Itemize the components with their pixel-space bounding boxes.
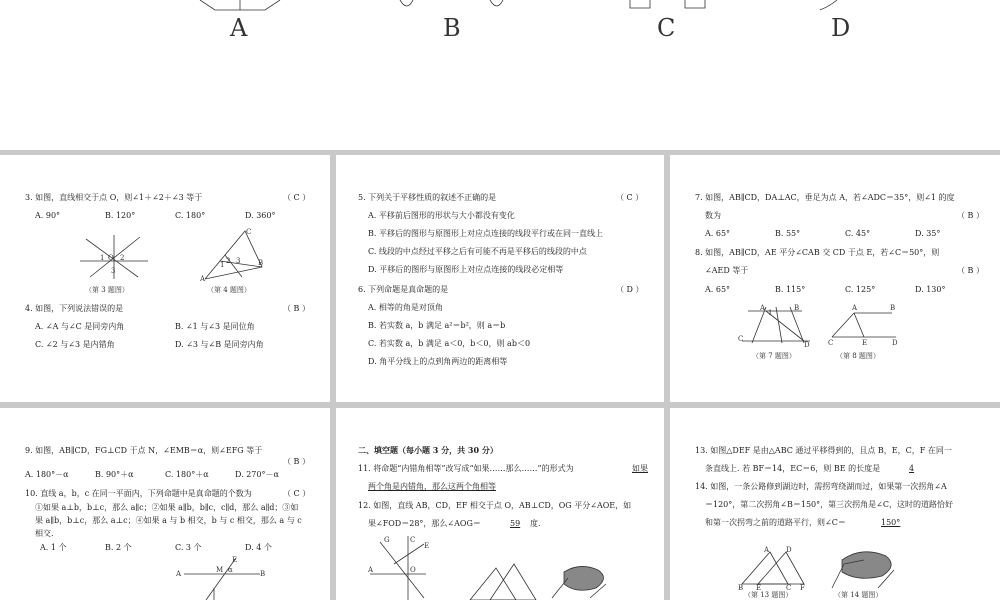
svg-text:1: 1	[220, 261, 225, 269]
q4-option-d: D. ∠3 与∠B 是同旁内角	[175, 340, 264, 349]
svg-text:B: B	[890, 304, 896, 312]
panel-q5-q6	[336, 155, 664, 402]
svg-text:A: A	[176, 570, 182, 578]
q9-option-a: A. 180°－α	[25, 470, 69, 479]
svg-text:B: B	[738, 584, 744, 592]
svg-text:M: M	[216, 566, 224, 574]
section-heading-fill-in: 二、填空题（每小题 3 分，共 30 分）	[358, 445, 498, 455]
caption-q13: （第 13 题图）	[744, 591, 793, 599]
question-10-line-4: 相交.	[35, 529, 54, 538]
q6-option-a: A. 相等的角是对顶角	[368, 303, 443, 312]
question-4: 4. 如图，下列说法错误的是	[25, 304, 124, 313]
answer-11-part-2: 两个角是内错角，那么这两个角相等	[368, 482, 496, 491]
svg-text:D: D	[892, 339, 898, 347]
question-7-line-1: 7. 如图，AB∥CD，DA⊥AC，垂足为点 A，若∠ADC＝35°，则∠1 的度	[695, 193, 955, 202]
figure-q9	[176, 554, 266, 600]
question-10-line-3: 果 a∥b，b⊥c，那么 a⊥c；④如果 a 与 b 相交，b 与 c 相交，那么 a 与 c	[35, 516, 302, 525]
svg-text:1: 1	[100, 254, 105, 262]
svg-text:B: B	[794, 304, 800, 312]
answer-4: （ B ）	[283, 304, 310, 313]
answer-3: （ C ）	[283, 193, 311, 202]
svg-text:C: C	[738, 335, 744, 343]
option-label-a: A	[230, 14, 248, 42]
question-12-line-1: 12. 如图，直线 AB，CD，EF 相交于点 O，AB⊥CD，OG 平分∠AOE，如	[358, 501, 632, 510]
svg-text:D: D	[804, 341, 810, 349]
answer-14: 150°	[881, 518, 901, 527]
q4-option-a: A. ∠A 与∠C 是同旁内角	[35, 322, 125, 331]
figure-q13-partial	[466, 558, 546, 600]
q8-option-b: B. 115°	[775, 285, 806, 294]
q7-option-d: D. 35°	[915, 229, 941, 238]
figure-option-d	[815, 0, 885, 12]
q9-option-d: D. 270°－α	[235, 470, 279, 479]
figure-q14	[828, 544, 904, 590]
question-6: 6. 下列命题是真命题的是	[358, 285, 449, 294]
svg-text:A: A	[764, 546, 770, 554]
svg-text:A: A	[368, 566, 374, 574]
caption-q3: （第 3 题图）	[85, 286, 129, 294]
svg-text:C: C	[828, 339, 834, 347]
answer-9: （ B ）	[283, 457, 310, 466]
figure-q7	[738, 303, 814, 347]
q5-option-d: D. 平移后的图形与原图形上对应点连接的线段必定相等	[368, 265, 564, 274]
option-label-c: C	[657, 14, 676, 42]
q3-option-a: A. 90°	[35, 211, 61, 220]
svg-text:2: 2	[120, 254, 125, 262]
q3-option-c: C. 180°	[175, 211, 206, 220]
q5-option-c: C. 线段的中点经过平移之后有可能不再是平移后的线段的中点	[368, 247, 587, 256]
question-12-line-2: 果∠FOD＝28°，那么∠AOG＝	[368, 519, 481, 528]
question-10-line-1: 10. 直线 a，b，c 在同一平面内，下列命题中是真命题的个数为	[25, 489, 252, 498]
q10-option-d: D. 4 个	[245, 543, 272, 552]
svg-text:2: 2	[226, 257, 231, 265]
q7-option-a: A. 65°	[705, 229, 731, 238]
q6-option-d: D. 角平分线上的点到角两边的距离相等	[368, 357, 508, 366]
svg-text:B: B	[260, 570, 266, 578]
svg-text:A: A	[200, 275, 206, 283]
svg-text:E: E	[756, 584, 762, 592]
option-label-b: B	[443, 14, 461, 42]
question-8-line-1: 8. 如图，AB∥CD，AE 平分∠CAB 交 CD 于点 E，若∠C＝50°，则	[695, 248, 940, 257]
q10-option-c: C. 3 个	[175, 543, 202, 552]
answer-7: （ B ）	[957, 211, 984, 220]
answer-13: 4	[909, 464, 915, 473]
panel-q13-q14	[670, 408, 1000, 600]
svg-text:A: A	[852, 304, 858, 312]
q3-option-d: D. 360°	[245, 211, 276, 220]
svg-text:C: C	[410, 536, 416, 544]
q8-option-a: A. 65°	[705, 285, 731, 294]
question-10-line-2: ①如果 a⊥b，b⊥c，那么 a∥c；②如果 a∥b，b∥c，c∥d，那么 a∥d；③如	[35, 503, 299, 512]
svg-text:O: O	[410, 566, 416, 574]
figure-q12	[366, 534, 428, 600]
q8-option-c: C. 125°	[845, 285, 876, 294]
svg-text:1: 1	[768, 309, 773, 317]
question-9: 9. 如图，AB∥CD，FG⊥CD 于点 N，∠EMB＝α，则∠EFG 等于	[25, 446, 263, 455]
q6-option-b: B. 若实数 a，b 满足 a²＝b²，则 a＝b	[368, 321, 506, 330]
answer-10: （ C ）	[283, 489, 311, 498]
svg-text:D: D	[786, 546, 792, 554]
svg-text:O: O	[108, 254, 114, 262]
question-12-unit: 度.	[530, 519, 541, 528]
question-14-line-3: 和第一次拐弯之前的道路平行，则∠C＝	[705, 518, 846, 527]
svg-text:E: E	[424, 542, 430, 550]
answer-8: （ B ）	[957, 266, 984, 275]
svg-text:G: G	[384, 536, 390, 544]
q5-option-a: A. 平移前后图形的形状与大小都没有变化	[368, 211, 515, 220]
question-3: 3. 如图，直线相交于点 O，则∠1＋∠2＋∠3 等于	[25, 193, 203, 202]
panel-q3-q4	[0, 155, 330, 402]
svg-text:E: E	[232, 556, 238, 564]
caption-q4: （第 4 题图）	[207, 286, 251, 294]
answer-6: （ D ）	[616, 285, 644, 294]
figure-q8	[828, 303, 904, 347]
question-7-line-2: 数为	[705, 211, 721, 220]
svg-text:A: A	[760, 304, 766, 312]
figure-q4	[200, 227, 275, 283]
figure-q3	[78, 233, 150, 281]
panel-q7-q8	[670, 155, 1000, 402]
svg-text:E: E	[862, 339, 868, 347]
q10-option-b: B. 2 个	[105, 543, 132, 552]
caption-q8: （第 8 题图）	[836, 352, 880, 360]
panel-q11-q12	[336, 408, 664, 600]
question-5: 5. 下列关于平移性质的叙述不正确的是	[358, 193, 497, 202]
figure-option-b	[395, 0, 515, 12]
q7-option-b: B. 55°	[775, 229, 801, 238]
question-13-line-2: 条直线上. 若 BF＝14，EC＝6，则 BE 的长度是	[705, 464, 881, 473]
figure-option-a	[195, 0, 285, 12]
svg-text:C: C	[246, 228, 252, 236]
figure-option-c	[625, 0, 715, 12]
answer-11-part-1: 如果	[632, 464, 648, 473]
panel-q9-q10	[0, 408, 330, 600]
svg-text:B: B	[258, 259, 264, 267]
question-14-line-1: 14. 如图，一条公路修到湖边时，需拐弯绕湖而过，如果第一次拐角∠A	[695, 482, 947, 491]
q4-option-c: C. ∠2 与∠3 是内错角	[35, 340, 115, 349]
question-8-line-2: ∠AED 等于	[705, 266, 749, 275]
q9-option-c: C. 180°＋α	[165, 470, 209, 479]
question-13-line-1: 13. 如图△DEF 是由△ABC 通过平移得到的，且点 B，E，C，F 在同一	[695, 446, 952, 455]
q8-option-d: D. 130°	[915, 285, 946, 294]
q6-option-c: C. 若实数 a，b 满足 a＜0，b＜0，则 ab＜0	[368, 339, 531, 348]
figure-q13	[738, 546, 816, 590]
q7-option-c: C. 45°	[845, 229, 871, 238]
q3-option-b: B. 120°	[105, 211, 136, 220]
q5-option-b: B. 平移后的图形与原图形上对应点连接的线段平行或在同一直线上	[368, 229, 603, 238]
q4-option-b: B. ∠1 与∠3 是同位角	[175, 322, 255, 331]
option-label-d: D	[831, 14, 851, 42]
svg-text:C: C	[786, 584, 792, 592]
q10-option-a: A. 1 个	[40, 543, 67, 552]
svg-text:3: 3	[236, 257, 241, 265]
answer-5: （ C ）	[616, 193, 644, 202]
answer-12: 59	[510, 519, 521, 528]
caption-q14: （第 14 题图）	[834, 591, 883, 599]
caption-q7: （第 7 题图）	[752, 352, 796, 360]
svg-text:α: α	[228, 566, 233, 574]
question-14-line-2: ＝120°，第二次拐角∠B＝150°，第三次拐角是∠C，这时的道路恰好	[705, 500, 953, 509]
q9-option-b: B. 90°＋α	[95, 470, 134, 479]
svg-text:F: F	[800, 584, 805, 592]
svg-text:3: 3	[111, 267, 116, 275]
figure-q14-partial	[546, 558, 616, 600]
top-area	[0, 0, 1000, 150]
question-11-line-1: 11. 将命题“内错角相等”改写成“如果……那么……”的形式为	[358, 464, 574, 473]
